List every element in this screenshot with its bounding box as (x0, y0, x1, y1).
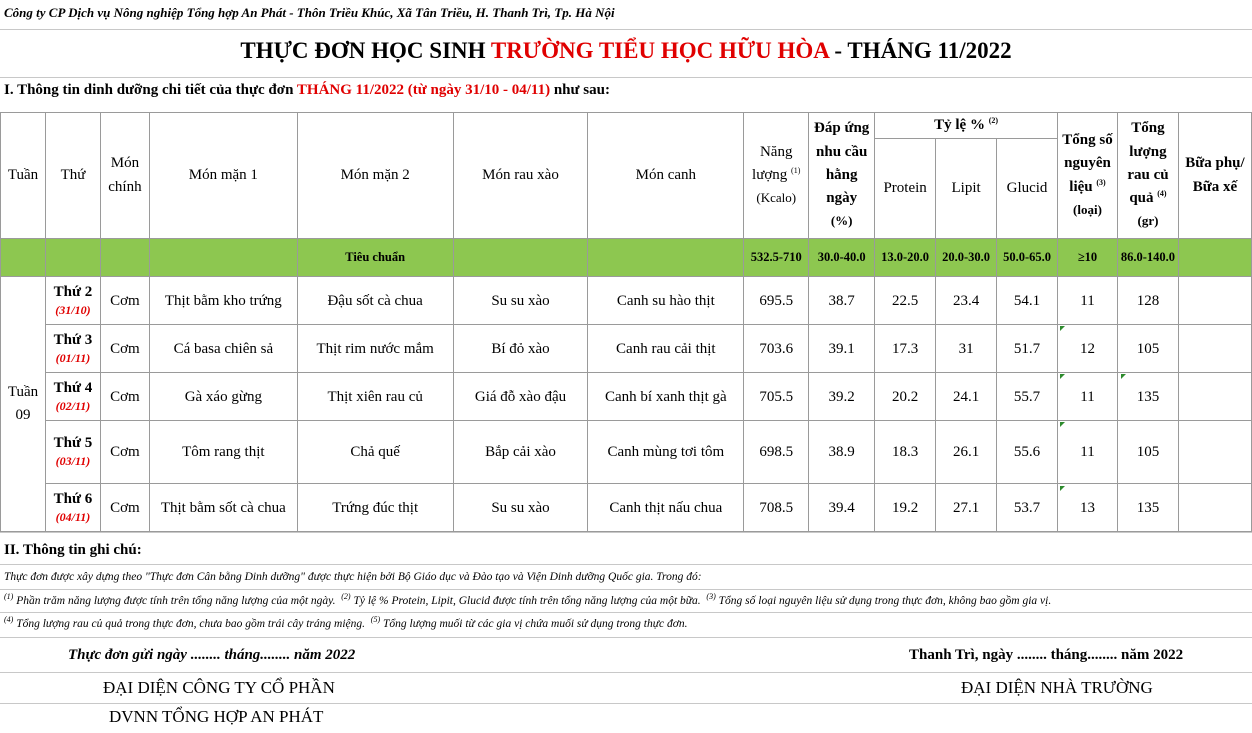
glucid-cell: 55.7 (997, 373, 1058, 421)
daily-need-cell: 38.7 (809, 277, 875, 325)
lipit-cell: 31 (936, 325, 997, 373)
extra-meal-cell (1178, 373, 1251, 421)
savory-2-cell: Chả quế (297, 421, 453, 484)
header-savory-1: Món mặn 1 (149, 113, 297, 239)
soup-cell: Canh bí xanh thịt gà (588, 373, 744, 421)
day-date: (01/11) (55, 350, 91, 365)
energy-cell: 703.6 (744, 325, 809, 373)
note-2-mark: (2) (341, 592, 351, 602)
main-dish-cell: Cơm (100, 484, 149, 532)
stir-fry-cell: Su su xào (453, 484, 588, 532)
ingredients-cell: 11 (1058, 373, 1118, 421)
header-ratio-sup: (2) (988, 115, 999, 125)
energy-cell: 705.5 (744, 373, 809, 421)
lipit-cell: 24.1 (936, 373, 997, 421)
veg-total-cell: 105 (1117, 421, 1178, 484)
day-date: (03/11) (55, 454, 91, 468)
header-main-dish: Món chính (100, 113, 149, 239)
header-lipit: Lipit (936, 139, 997, 239)
section-1-heading (4, 82, 610, 99)
header-ingredients (1058, 113, 1118, 239)
title-school: TRƯỜNG TIỂU HỌC HỮU HÒA (490, 38, 829, 63)
week-label (1, 277, 46, 532)
ingredients-cell: 11 (1058, 421, 1118, 484)
protein-cell: 17.3 (875, 325, 936, 373)
glucid-cell: 53.7 (997, 484, 1058, 532)
company-rep-line-2: DVNN TỔNG HỢP AN PHÁT (109, 707, 324, 726)
section-2-heading: II. Thông tin ghi chú: (4, 542, 142, 558)
savory-2-cell: Thịt xiên rau củ (297, 373, 453, 421)
savory-2-cell: Thịt rim nước mắm (297, 325, 453, 373)
main-dish-cell: Cơm (100, 421, 149, 484)
daily-need-cell: 39.2 (809, 373, 875, 421)
standard-energy: 532.5-710 (744, 239, 809, 277)
standard-label: Tiêu chuẩn (297, 239, 453, 277)
comment-marker-icon (1060, 326, 1065, 331)
header-energy-label: Năng lượng (752, 143, 793, 183)
day-date: (31/10) (55, 302, 91, 317)
grid-line (0, 612, 1252, 613)
note-line-2 (4, 615, 688, 630)
grid-line (0, 29, 1252, 30)
grid-line (0, 703, 1252, 704)
savory-2-cell: Trứng đúc thịt (297, 484, 453, 532)
savory-1-cell: Thịt bằm sốt cà chua (149, 484, 297, 532)
section-1-suffix: như sau: (550, 82, 610, 98)
day-label: Thứ 3 (53, 331, 93, 348)
header-veg-total-unit: (gr) (1137, 213, 1159, 229)
header-energy-unit: (Kcalo) (756, 190, 797, 206)
lipit-cell: 26.1 (936, 421, 997, 484)
ingredients-cell: 12 (1058, 325, 1118, 373)
grid-line (0, 637, 1252, 638)
day-cell (45, 421, 100, 484)
sent-date: Thực đơn gửi ngày ........ tháng........ năm 2022 (68, 647, 356, 663)
veg-total-cell: 128 (1117, 277, 1178, 325)
section-1-prefix: I. Thông tin dinh dưỡng chi tiết của thực đơn (4, 82, 297, 98)
soup-cell: Canh thịt nấu chua (588, 484, 744, 532)
header-day: Thứ (45, 113, 100, 239)
standard-cell (1178, 239, 1251, 277)
table-row (1, 421, 1252, 484)
ingredients-cell: 11 (1058, 277, 1118, 325)
lipit-cell: 23.4 (936, 277, 997, 325)
protein-cell: 19.2 (875, 484, 936, 532)
lipit-cell: 27.1 (936, 484, 997, 532)
grid-line (0, 589, 1252, 590)
note-4: Tổng lượng rau củ quả trong thực đơn, chưa bao gồm trái cây tráng miệng. (13, 618, 366, 630)
soup-cell: Canh rau cải thịt (588, 325, 744, 373)
header-week: Tuần (1, 113, 46, 239)
header-daily-need (809, 113, 875, 239)
standard-cell (149, 239, 297, 277)
comment-marker-icon (1060, 486, 1065, 491)
daily-need-cell: 39.4 (809, 484, 875, 532)
day-cell (45, 325, 100, 373)
company-header: Công ty CP Dịch vụ Nông nghiệp Tổng hợp An Phát - Thôn Triều Khúc, Xã Tân Triều, H. Thanh Trì, Tp. Hà Nội (4, 5, 615, 20)
table-row (1, 373, 1252, 421)
grid-line (0, 672, 1252, 673)
day-label: Thứ 6 (53, 490, 93, 507)
grid-line (0, 564, 1252, 565)
header-savory-2: Món mặn 2 (297, 113, 453, 239)
day-date: (02/11) (55, 398, 91, 413)
note-4-mark: (4) (4, 615, 14, 625)
soup-cell: Canh mùng tơi tôm (588, 421, 744, 484)
energy-cell: 695.5 (744, 277, 809, 325)
daily-need-cell: 38.9 (809, 421, 875, 484)
comment-marker-icon (1121, 374, 1126, 379)
day-cell (45, 277, 100, 325)
header-daily-need-label: Đáp ứng nhu cầu hằng ngày (814, 120, 870, 207)
header-ingredients-unit: (loại) (1073, 201, 1102, 217)
header-ratio (875, 113, 1058, 139)
standard-veg-total: 86.0-140.0 (1117, 239, 1178, 277)
standard-row (1, 239, 1252, 277)
main-dish-cell: Cơm (100, 325, 149, 373)
extra-meal-cell (1178, 325, 1251, 373)
day-date: (04/11) (55, 509, 91, 524)
header-energy-sup: (1) (791, 165, 801, 175)
note-1: Phần trăm năng lượng được tính trên tổng năng lượng của một ngày. (13, 595, 336, 607)
savory-1-cell: Cá basa chiên sả (149, 325, 297, 373)
savory-1-cell: Thịt bằm kho trứng (149, 277, 297, 325)
standard-protein: 13.0-20.0 (875, 239, 936, 277)
standard-glucid: 50.0-65.0 (997, 239, 1058, 277)
standard-daily-need: 30.0-40.0 (809, 239, 875, 277)
comment-marker-icon (1060, 422, 1065, 427)
stir-fry-cell: Su su xào (453, 277, 588, 325)
grid-line (0, 532, 1252, 533)
header-ratio-label: Tỷ lệ % (934, 116, 985, 133)
extra-meal-cell (1178, 421, 1251, 484)
protein-cell: 20.2 (875, 373, 936, 421)
day-label: Thứ 2 (53, 283, 93, 300)
header-ingredients-label: Tổng số nguyên liệu (1062, 132, 1113, 195)
veg-total-cell: 135 (1117, 484, 1178, 532)
header-soup: Món canh (588, 113, 744, 239)
protein-cell: 18.3 (875, 421, 936, 484)
header-veg-total-sup: (4) (1157, 189, 1167, 199)
note-3: Tổng số loại nguyên liệu sử dụng trong thực đơn, không bao gồm gia vị. (715, 595, 1052, 607)
title-suffix: - THÁNG 11/2022 (828, 38, 1012, 63)
veg-total-cell: 105 (1117, 325, 1178, 373)
note-line-1 (4, 592, 1052, 607)
day-cell (45, 484, 100, 532)
day-cell (45, 373, 100, 421)
energy-cell: 708.5 (744, 484, 809, 532)
header-energy (744, 113, 809, 239)
standard-ingredients: ≥10 (1058, 239, 1118, 277)
table-row (1, 325, 1252, 373)
header-veg-total (1117, 113, 1178, 239)
header-glucid: Glucid (997, 139, 1058, 239)
header-protein: Protein (875, 139, 936, 239)
standard-cell (453, 239, 588, 277)
header-veg-total-label: Tổng lượng rau củ quả (1127, 120, 1169, 207)
day-label: Thứ 5 (53, 435, 93, 451)
ingredients-cell: 13 (1058, 484, 1118, 532)
glucid-cell: 54.1 (997, 277, 1058, 325)
note-5: Tổng lượng muối từ các gia vị chứa muối sử dụng trong thực đơn. (380, 618, 688, 630)
standard-cell (45, 239, 100, 277)
savory-2-cell: Đậu sốt cà chua (297, 277, 453, 325)
savory-1-cell: Tôm rang thịt (149, 421, 297, 484)
stir-fry-cell: Giá đỗ xào đậu (453, 373, 588, 421)
glucid-cell: 51.7 (997, 325, 1058, 373)
note-1-mark: (1) (4, 592, 14, 602)
header-row (1, 113, 1252, 139)
extra-meal-cell (1178, 277, 1251, 325)
section-1-highlight: THÁNG 11/2022 (từ ngày 31/10 - 04/11) (296, 82, 551, 98)
header-daily-need-unit: (%) (830, 213, 853, 229)
day-label: Thứ 4 (53, 379, 93, 396)
daily-need-cell: 39.1 (809, 325, 875, 373)
week-label-text: Tuần 09 (7, 383, 39, 423)
header-stir-fry: Món rau xào (453, 113, 588, 239)
place-date: Thanh Trì, ngày ........ tháng........ năm 2022 (909, 647, 1184, 663)
extra-meal-cell (1178, 484, 1251, 532)
standard-cell (100, 239, 149, 277)
note-5-mark: (5) (370, 615, 381, 625)
note-intro: Thực đơn được xây dựng theo "Thực đơn Cân bằng Dinh dưỡng" được thực hiện bởi Bộ Giáo dục và Đào tạo và Viện Dinh dưỡng Quốc gia. Trong đó: (4, 571, 702, 583)
standard-cell (588, 239, 744, 277)
savory-1-cell: Gà xáo gừng (149, 373, 297, 421)
comment-marker-icon (1060, 374, 1065, 379)
title-prefix: THỰC ĐƠN HỌC SINH (240, 38, 491, 63)
header-extra-meal: Bữa phụ/ Bữa xế (1178, 113, 1251, 239)
note-2: Tỷ lệ % Protein, Lipit, Glucid được tính trên tổng năng lượng của một bữa. (350, 595, 701, 607)
soup-cell: Canh su hào thịt (588, 277, 744, 325)
energy-cell: 698.5 (744, 421, 809, 484)
page-title (0, 38, 1252, 64)
stir-fry-cell: Bí đỏ xào (453, 325, 588, 373)
header-ingredients-sup: (3) (1096, 177, 1106, 187)
school-rep: ĐẠI DIỆN NHÀ TRƯỜNG (961, 678, 1153, 697)
protein-cell: 22.5 (875, 277, 936, 325)
grid-line (0, 77, 1252, 78)
company-rep-line-1: ĐẠI DIỆN CÔNG TY CỔ PHẦN (103, 678, 335, 697)
table-row (1, 277, 1252, 325)
main-dish-cell: Cơm (100, 373, 149, 421)
menu-table (0, 112, 1252, 532)
glucid-cell: 55.6 (997, 421, 1058, 484)
standard-lipit: 20.0-30.0 (936, 239, 997, 277)
main-dish-cell: Cơm (100, 277, 149, 325)
veg-total-cell: 135 (1117, 373, 1178, 421)
standard-cell (1, 239, 46, 277)
note-3-mark: (3) (706, 592, 716, 602)
stir-fry-cell: Bắp cải xào (453, 421, 588, 484)
